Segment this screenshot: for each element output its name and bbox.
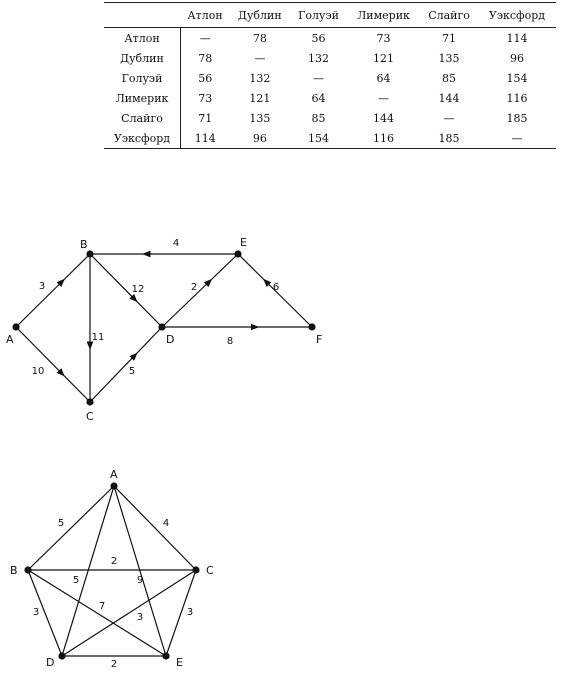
node-B xyxy=(86,250,93,257)
node-E xyxy=(234,250,241,257)
arrow-D-E xyxy=(208,282,209,283)
edge-A-E xyxy=(114,486,166,656)
node-D xyxy=(158,323,165,330)
node-label: B xyxy=(10,564,18,577)
row-header: Уэксфорд xyxy=(104,128,181,149)
node-A xyxy=(12,323,19,330)
table-cell: 78 xyxy=(252,31,267,45)
node-B xyxy=(24,566,31,573)
edge-weight: 9 xyxy=(136,575,144,586)
table-cell: 121 xyxy=(249,91,271,105)
column-header: Лимерик xyxy=(347,3,420,28)
table-cell: 114 xyxy=(194,131,216,145)
table-cell: 96 xyxy=(509,51,524,65)
row-header: Лимерик xyxy=(104,88,181,108)
edge-weight: 4 xyxy=(172,238,180,249)
table-cell: 73 xyxy=(198,91,213,105)
corner-cell xyxy=(104,3,181,28)
table-cell: 154 xyxy=(506,71,528,85)
node-label: E xyxy=(240,236,247,249)
distance-table-header-row xyxy=(104,3,556,28)
node-label: D xyxy=(166,333,175,346)
edge-weight: 6 xyxy=(272,282,280,293)
arrow-F-E xyxy=(266,282,267,283)
column-header: Дублин xyxy=(230,3,291,28)
table-row xyxy=(104,108,556,128)
table-cell: — xyxy=(378,91,389,105)
node-label: C xyxy=(86,410,94,423)
edge-weight: 2 xyxy=(110,659,118,670)
row-header: Слайго xyxy=(104,108,181,128)
edge-weight: 11 xyxy=(91,332,105,343)
row-header: Дублин xyxy=(104,48,181,68)
table-cell: — xyxy=(511,131,523,145)
table-cell: 64 xyxy=(376,71,391,85)
edge-D-E xyxy=(162,254,238,327)
arrow-C-D xyxy=(134,356,135,357)
table-cell: 144 xyxy=(373,111,394,125)
distance-table xyxy=(104,2,556,149)
table-cell: 85 xyxy=(311,111,326,125)
arrow-A-C xyxy=(61,373,62,374)
table-row xyxy=(104,48,556,68)
table-row xyxy=(104,68,556,88)
row-header: Голуэй xyxy=(104,68,181,88)
edge-B-D xyxy=(90,254,162,327)
table-cell: — xyxy=(199,31,211,45)
edge-weight: 3 xyxy=(186,607,194,618)
edge-weight: 8 xyxy=(226,336,234,347)
directed-graph xyxy=(0,232,340,432)
edge-B-E xyxy=(28,570,166,656)
edge-A-B xyxy=(16,254,90,327)
table-cell: 185 xyxy=(438,131,460,145)
edge-weight: 5 xyxy=(128,366,136,377)
node-D xyxy=(58,652,65,659)
edge-weight: 3 xyxy=(38,281,46,292)
table-cell: 71 xyxy=(198,111,213,125)
edge-A-C xyxy=(16,327,90,402)
table-cell: 116 xyxy=(506,91,528,105)
distance-table-header xyxy=(104,3,556,28)
column-header: Атлон xyxy=(181,3,230,28)
table-cell: 135 xyxy=(438,51,460,65)
table-cell: 114 xyxy=(506,31,528,45)
table-cell: 78 xyxy=(198,51,213,65)
table-cell: 121 xyxy=(373,51,394,65)
table-row xyxy=(104,28,556,49)
edge-weight: 3 xyxy=(32,607,40,618)
node-label: F xyxy=(316,333,323,346)
column-header: Уэксфорд xyxy=(478,3,556,28)
column-header: Слайго xyxy=(420,3,478,28)
edge-weight: 2 xyxy=(110,556,118,567)
node-C xyxy=(86,398,93,405)
node-label: A xyxy=(110,468,118,481)
table-row xyxy=(104,88,556,108)
node-label: E xyxy=(176,656,183,669)
arrow-A-B xyxy=(61,282,62,283)
edge-weight: 3 xyxy=(136,612,144,623)
table-cell: 132 xyxy=(308,51,330,65)
node-label: C xyxy=(206,564,214,577)
edge-weight: 7 xyxy=(98,601,106,612)
table-cell: 116 xyxy=(373,131,394,145)
table-cell: 64 xyxy=(311,91,326,105)
table-cell: 154 xyxy=(308,131,330,145)
edge-weight: 5 xyxy=(57,518,65,529)
edge-weight: 10 xyxy=(31,366,45,377)
table-cell: — xyxy=(443,111,455,125)
node-label: D xyxy=(46,656,55,669)
table-cell: 132 xyxy=(249,71,271,85)
table-row xyxy=(104,128,556,149)
row-header: Атлон xyxy=(104,28,181,49)
arrow-B-D xyxy=(134,299,135,300)
node-label: A xyxy=(6,333,14,346)
edge-weight: 12 xyxy=(131,284,145,295)
table-cell: 73 xyxy=(376,31,391,45)
table-cell: 185 xyxy=(506,111,528,125)
node-label: B xyxy=(80,238,88,251)
table-cell: 144 xyxy=(438,91,460,105)
table-cell: 135 xyxy=(249,111,271,125)
complete-graph xyxy=(0,460,240,673)
table-cell: 56 xyxy=(311,31,326,45)
edge-weight: 2 xyxy=(190,282,198,293)
distance-table-body xyxy=(104,28,556,149)
column-header: Голуэй xyxy=(290,3,347,28)
table-cell: 96 xyxy=(252,131,267,145)
edge-weight: 5 xyxy=(72,575,80,586)
table-cell: — xyxy=(313,71,325,85)
edge-C-D xyxy=(62,570,196,656)
edge-weight: 4 xyxy=(162,518,170,529)
table-cell: 85 xyxy=(442,71,457,85)
table-cell: 56 xyxy=(198,71,213,85)
table-cell: — xyxy=(254,51,266,65)
node-C xyxy=(192,566,199,573)
node-A xyxy=(110,482,117,489)
node-F xyxy=(308,323,315,330)
node-E xyxy=(162,652,169,659)
table-cell: 71 xyxy=(442,31,457,45)
